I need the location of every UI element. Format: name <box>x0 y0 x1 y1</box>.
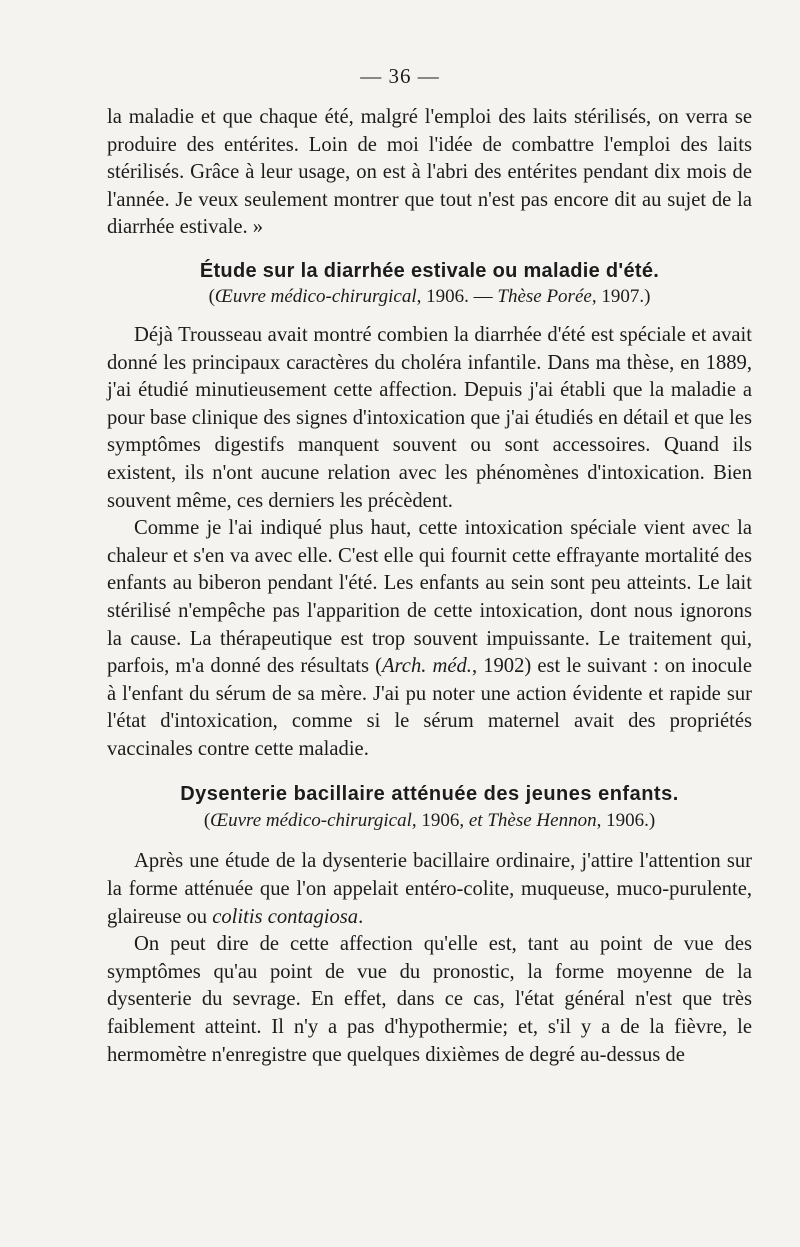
latin-term: colitis contagiosa <box>212 905 359 928</box>
section-heading-summer-diarrhea: Étude sur la diarrhée estivale ou maladie d'été. <box>199 259 660 282</box>
section-source-citation: (Œuvre médico-chirurgical, 1906, et Thèse Hennon, 1906.) <box>203 810 656 832</box>
page-body <box>107 104 752 1069</box>
paragraph-attenuated-form: Après une étude de la dysenterie bacillaire ordinaire, j'attire l'attention sur la forme atténuée que l'on appelait entéro-colite, muqueuse, muco-purulente, glaireuse ou colitis contagiosa. <box>107 850 752 928</box>
thesis-title: Thèse Porée <box>497 285 592 307</box>
paragraph-intoxication: Comme je l'ai indiqué plus haut, cette intoxication spéciale vient avec la chaleur et s'en va avec elle. C'est elle qui fournit cette effrayante mortalité des enfants au biberon pendant l'été. Les enfants au sein sont peu atteints. Le lait stérilisé n'empêche pas l'apparition de cette intoxication, dont nous ignorons la cause. La thérapeutique est trop souvent impuissante. Le traitement qui, parfois, m'a donné des résultats (Arch. méd., 1902) est le suivant : on inocule à l'enfant du sérum de sa mère. J'ai pu noter une action évidente et rapide sur l'état d'intoxication, comme si le sérum maternel avait des propriétés vaccinales contre cette maladie. <box>107 517 752 760</box>
paragraph-prognosis: On peut dire de cette affection qu'elle est, tant au point de vue des symptômes qu'au point de vue du pronostic, la forme moyenne de la dysenterie du sevrage. En effet, dans ce cas, l'état général n'est que très faiblement atteint. Il n'y a pas d'hypothermie; et, s'il y a de la fièvre, le hermomètre n'enregistre que quelques dixièmes de degré au-dessus de <box>107 933 752 1066</box>
work-title: Œuvre médico-chirurgical <box>214 285 417 307</box>
work-title: Œuvre médico-chirurgical <box>210 810 412 832</box>
section-heading-dysentery: Dysenterie bacillaire atténuée des jeunes enfants. <box>180 783 679 806</box>
journal-reference: Arch. méd. <box>381 655 472 678</box>
paragraph-trousseau: Déjà Trousseau avait montré combien la diarrhée d'été est spéciale et avait donné les principaux caractères du choléra infantile. Dans ma thèse, en 1889, j'ai étudié minutieusement cette affection. Depuis j'ai établi que la maladie a pour base clinique des signes d'intoxication que j'ai étudiés en détail et que les symptômes digestifs manquent souvent ou sont accessoires. Quand ils existent, ils n'ont aucune relation avec les phénomènes d'intoxication. Bien souvent même, ces derniers les précèdent. <box>107 323 752 512</box>
paragraph-quote-end: la maladie et que chaque été, malgré l'emploi des laits stérilisés, on verra se produire des entérites. Loin de moi l'idée de combattre l'emploi des laits stérilisés. Grâce à leur usage, on est à l'abri des entérites pendant dix mois de l'année. Je veux seulement montrer que tout n'est pas encore dit au sujet de la diarrhée estivale. » <box>107 106 752 239</box>
thesis-title: et Thèse Hennon <box>468 810 597 832</box>
page-number: — 36 — <box>360 64 440 88</box>
section-source-citation: (Œuvre médico-chirurgical, 1906. — Thèse Porée, 1907.) <box>208 285 651 307</box>
